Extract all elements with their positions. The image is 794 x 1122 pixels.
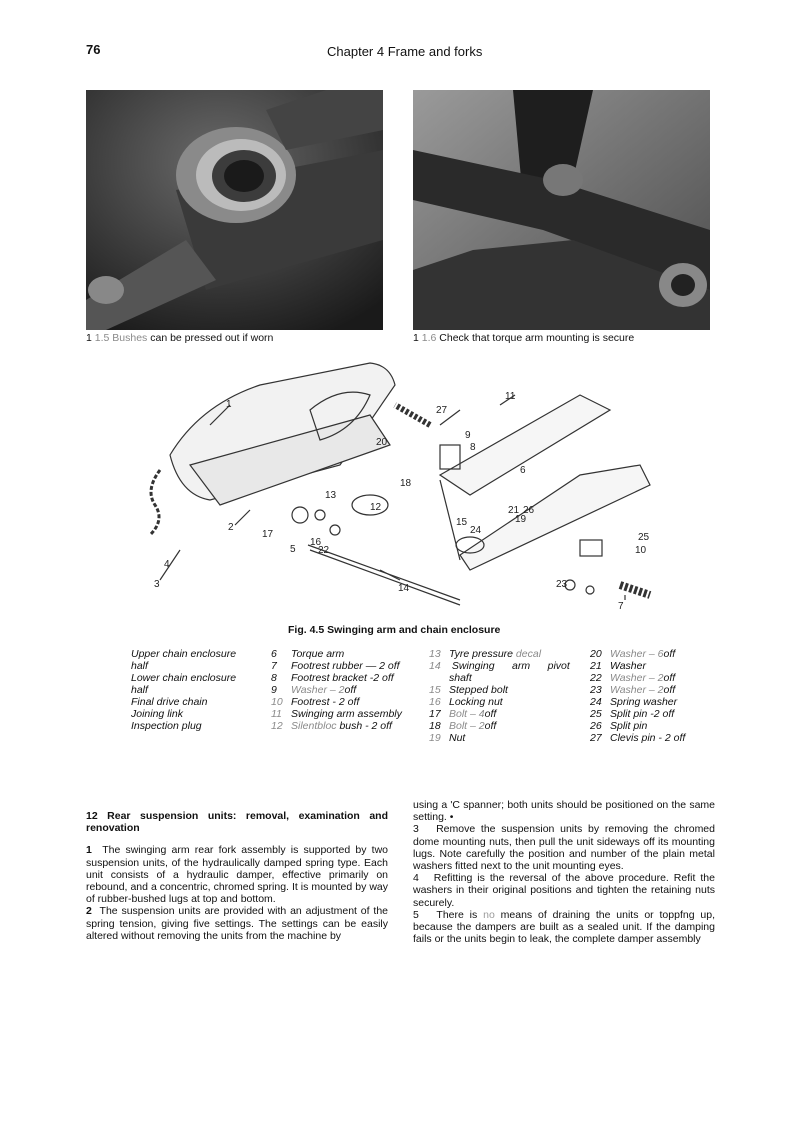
- legend-column-3: [429, 648, 574, 744]
- legend-item: [131, 720, 253, 732]
- legend-item: [271, 648, 411, 660]
- legend-text-faded: Bolt – 4: [449, 708, 485, 720]
- legend-text: bush - 2 off: [336, 720, 392, 732]
- legend-text: Footrest rubber — 2 off: [291, 660, 400, 672]
- legend-number: 23: [590, 684, 602, 696]
- paragraph-number: 1: [86, 844, 92, 857]
- callout-label: 3: [154, 579, 160, 590]
- legend-text: Stepped bolt: [449, 684, 508, 696]
- chapter-title: Chapter 4 Frame and forks: [327, 44, 483, 59]
- legend-number: 24: [590, 696, 602, 708]
- paragraph-text: using a 'C spanner; both units should be positioned on the same setting. •: [413, 799, 715, 824]
- callout-label: 17: [262, 529, 274, 540]
- legend-item: [131, 696, 253, 708]
- legend-text: Lower chain enclosure: [131, 672, 237, 684]
- paragraph-text: There is: [436, 908, 484, 921]
- legend-item: [429, 660, 574, 672]
- legend-text-faded: Washer – 2: [291, 684, 345, 696]
- legend-item: [131, 708, 253, 720]
- callout-label: 21: [508, 505, 520, 516]
- paragraph-text-faded: no: [483, 908, 495, 921]
- legend-number: 8: [271, 672, 277, 684]
- legend-text: off: [663, 684, 676, 696]
- legend-number: 19: [429, 732, 441, 744]
- legend-text: off: [484, 708, 497, 720]
- legend-item: [590, 720, 710, 732]
- legend-text: Final drive chain: [131, 696, 208, 708]
- legend-number: 21: [590, 660, 602, 672]
- legend-text: Swinging arm assembly: [291, 708, 402, 720]
- callout-label: 4: [164, 559, 170, 570]
- legend-text: Footrest bracket -2 off: [291, 672, 394, 684]
- legend-number: [429, 672, 449, 684]
- paragraph-text: The swinging arm rear fork assembly is supported by two suspension units, of the hydraulically damped spring type. Each unit consists of a hydraulic damper, effective primarily on rebound, and a concentric, chromed spring. It is mounted by way of rubber-bushed lugs at top and bottom.: [86, 844, 388, 906]
- callout-label: 12: [370, 502, 382, 513]
- paragraph-number: 3: [413, 823, 419, 836]
- legend-item: [590, 696, 710, 708]
- legend-text: half: [131, 684, 148, 696]
- paragraph: [413, 799, 715, 945]
- callout-label: 10: [635, 545, 647, 556]
- legend-item: [590, 660, 710, 672]
- paragraph-text: Remove the suspension units by removing the chromed dome mounting nuts, then pull the unit sideways off its mounting lugs. Note carefully the position and number of the plain metal washers fitted next to the unit mounting eyes.: [413, 823, 715, 873]
- legend-item: [590, 648, 710, 660]
- callout-label: 23: [556, 579, 568, 590]
- legend-text-faded: decal: [515, 648, 542, 660]
- left-text-column: [86, 810, 388, 952]
- caption-number: 1: [413, 332, 419, 344]
- callout-label: 6: [520, 465, 526, 476]
- legend-item: [429, 732, 574, 744]
- legend-number: 25: [590, 708, 602, 720]
- caption-text: Check that torque arm mounting is secure: [436, 332, 635, 344]
- legend-text-faded: Silentbloc: [291, 720, 337, 732]
- legend-text: Split pin: [610, 720, 648, 732]
- legend-item: [429, 684, 574, 696]
- legend-item: [429, 720, 574, 732]
- legend-text: half: [131, 660, 148, 672]
- caption-number: 1: [86, 332, 92, 344]
- legend-item: [429, 696, 574, 708]
- caption-text: can be pressed out if worn: [147, 332, 274, 344]
- legend-text: off: [344, 684, 357, 696]
- legend-text: Joining link: [131, 708, 183, 720]
- legend-text: Clevis pin - 2 off: [610, 732, 686, 744]
- callout-label: 9: [465, 430, 471, 441]
- legend-column-2: [271, 648, 411, 732]
- callout-label: 7: [618, 601, 624, 612]
- legend-number: 14: [429, 660, 441, 672]
- paragraph-number: 4: [413, 872, 419, 885]
- legend-item: [271, 720, 411, 732]
- legend-number: 15: [429, 684, 441, 696]
- legend-item: [131, 672, 253, 684]
- legend-number: 20: [590, 648, 602, 660]
- callout-label: 15: [456, 517, 468, 528]
- caption-ref: 1.5 Bushes: [94, 332, 148, 344]
- legend-item: [271, 672, 411, 684]
- legend-item: [271, 684, 411, 696]
- callout-label: 16: [310, 537, 322, 548]
- callout-label: 26: [523, 505, 535, 516]
- legend-column-4: [590, 648, 710, 744]
- callout-label: 25: [638, 532, 650, 543]
- paragraph-number: 2: [86, 905, 92, 918]
- callout-label: 13: [325, 490, 337, 501]
- callout-label: 14: [398, 583, 410, 594]
- exploded-diagram: [140, 355, 680, 617]
- legend-text: Split pin -2 off: [610, 708, 675, 720]
- paragraph-text: Refitting is the reversal of the above procedure. Refit the washers in their original positions and tighten the retaining nuts securely.: [413, 872, 715, 909]
- legend-item: [271, 696, 411, 708]
- legend-item: [429, 648, 574, 660]
- legend-number: 13: [429, 648, 441, 660]
- callout-label: 19: [515, 514, 527, 525]
- legend-number: 12: [271, 720, 283, 732]
- legend-item: [590, 672, 710, 684]
- legend-number: 22: [590, 672, 602, 684]
- photo-caption-2: [413, 332, 634, 344]
- legend-number: 10: [271, 696, 283, 708]
- legend-text-faded: Washer – 2: [610, 684, 664, 696]
- paragraph-text: means of draining the units or toppfng up, because the dampers are built as a sealed unit. If the damping fails or the units begin to leak, the complete damper assembly: [413, 908, 715, 946]
- legend-item: [429, 672, 574, 684]
- legend-item: [131, 684, 253, 696]
- paragraph-number: 5: [413, 908, 419, 921]
- legend-number: 16: [429, 696, 441, 708]
- legend-text: Swinging arm pivot: [449, 660, 570, 672]
- section-heading: 12 Rear suspension units: removal, examination and renovation: [86, 810, 388, 835]
- legend-text: Torque arm: [291, 648, 345, 660]
- legend-text: shaft: [449, 672, 472, 684]
- legend-item: [271, 708, 411, 720]
- legend-number: 9: [271, 684, 277, 696]
- legend-text: Spring washer: [610, 696, 678, 708]
- caption-ref: 1.6: [421, 332, 437, 344]
- callout-label: 1: [226, 399, 232, 410]
- legend-text-faded: Washer – 6: [610, 648, 664, 660]
- legend-text: Nut: [449, 732, 466, 744]
- legend-text: off: [484, 720, 497, 732]
- legend-text: Upper chain enclosure: [131, 648, 237, 660]
- figure-caption: Fig. 4.5 Swinging arm and chain enclosure: [288, 624, 501, 636]
- callout-label: 20: [376, 437, 388, 448]
- legend-text-faded: Bolt – 2: [449, 720, 485, 732]
- legend-number: 27: [590, 732, 602, 744]
- callout-label: 18: [400, 478, 412, 489]
- callout-label: 11: [505, 391, 516, 402]
- legend-text: Inspection plug: [131, 720, 202, 732]
- legend-text: Tyre pressure: [449, 648, 516, 660]
- photo-caption-1: [86, 332, 273, 344]
- legend-item: [590, 708, 710, 720]
- legend-item: [131, 648, 253, 660]
- photo-bushes: [86, 90, 383, 330]
- callout-label: 27: [436, 405, 448, 416]
- legend-text: off: [663, 672, 676, 684]
- legend-number: 6: [271, 648, 277, 660]
- paragraph: [86, 844, 388, 942]
- photo-torque-arm: [413, 90, 710, 330]
- legend-number: 17: [429, 708, 441, 720]
- legend-column-1: [131, 648, 253, 732]
- legend-text: off: [663, 648, 676, 660]
- callout-label: 2: [228, 522, 234, 533]
- legend-number: 7: [271, 660, 277, 672]
- callout-label: 24: [470, 525, 482, 536]
- callout-label: 22: [318, 545, 330, 556]
- legend-item: [131, 660, 253, 672]
- legend-number: 18: [429, 720, 441, 732]
- legend-text-faded: Washer – 2: [610, 672, 664, 684]
- callout-label: 5: [290, 544, 296, 555]
- callout-label: 8: [470, 442, 476, 453]
- legend-item: [429, 708, 574, 720]
- right-text-column: [413, 799, 715, 945]
- legend-number: 11: [271, 708, 282, 720]
- legend-text: Locking nut: [449, 696, 503, 708]
- legend-text: Footrest - 2 off: [291, 696, 360, 708]
- legend-text: Washer: [610, 660, 646, 672]
- paragraph-text: The suspension units are provided with an adjustment of the spring tension, giving five settings. The settings can be easily altered without removing the units from the machine by: [86, 905, 388, 942]
- legend-item: [590, 732, 710, 744]
- legend-item: [590, 684, 710, 696]
- legend-number: 26: [590, 720, 602, 732]
- page-number: 76: [86, 42, 101, 57]
- legend-item: [271, 660, 411, 672]
